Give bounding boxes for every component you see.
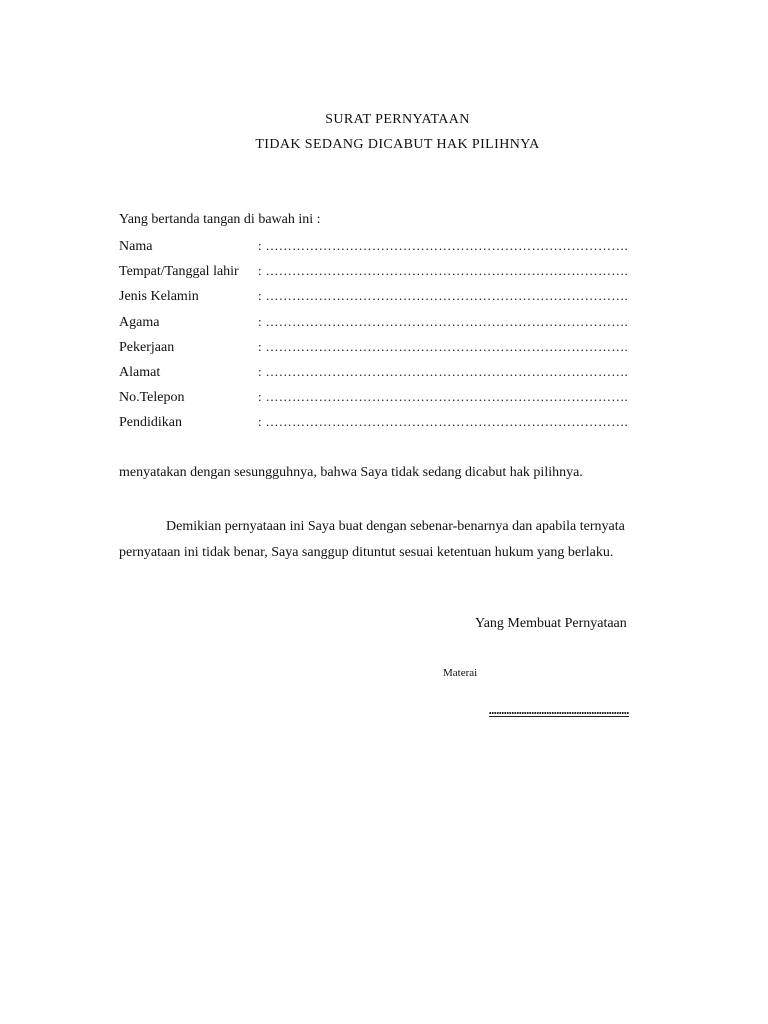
closing-paragraph: Demikian pernyataan ini Saya buat dengan sebenar-benarnya dan apabila ternyata pernyataan ini tidak benar, Saya sanggup dituntut sesuai ketentuan hukum yang berlaku. <box>119 519 625 560</box>
field-row-tempat-tanggal-lahir <box>119 263 679 288</box>
field-label: No.Telepon <box>119 390 185 406</box>
field-label: Pekerjaan <box>119 339 175 355</box>
signature-line <box>489 708 629 718</box>
field-row-agama <box>119 314 679 339</box>
signature-dots <box>489 711 629 715</box>
field-blank: : ………………………………………………………………………. <box>258 263 629 279</box>
intro-text: Yang bertanda tangan di bawah ini : <box>119 212 321 227</box>
stamp-label: Materai <box>443 667 478 679</box>
field-label: Pendidikan <box>119 415 182 431</box>
signer-label: Yang Membuat Pernyataan <box>475 616 627 631</box>
field-blank: : ………………………………………………………………………. <box>258 313 629 329</box>
field-row-nama <box>119 238 679 263</box>
signature-underline <box>489 716 629 717</box>
field-label: Agama <box>119 314 160 330</box>
field-blank: : ………………………………………………………………………. <box>258 288 629 304</box>
field-blank: : ………………………………………………………………………. <box>258 238 629 253</box>
field-blank: : ………………………………………………………………………. <box>258 414 629 430</box>
identity-fields <box>119 238 679 440</box>
field-blank: : ………………………………………………………………………. <box>258 338 629 354</box>
field-row-pendidikan <box>119 414 679 439</box>
document-subtitle: TIDAK SEDANG DICABUT HAK PILIHNYA <box>255 137 540 152</box>
statement-paragraph: menyatakan dengan sesungguhnya, bahwa Saya tidak sedang dicabut hak pilihnya. <box>119 465 583 480</box>
field-label: Jenis Kelamin <box>119 289 199 305</box>
document-title: SURAT PERNYATAAN <box>325 112 470 127</box>
field-row-no-telepon <box>119 389 679 414</box>
field-row-pekerjaan <box>119 339 679 364</box>
field-row-alamat <box>119 364 679 389</box>
field-blank: : ………………………………………………………………………. <box>258 389 629 405</box>
field-label: Tempat/Tanggal lahir <box>119 264 239 280</box>
field-row-jenis-kelamin <box>119 288 679 313</box>
field-label: Alamat <box>119 364 161 380</box>
field-blank: : ………………………………………………………………………. <box>258 363 629 379</box>
field-label: Nama <box>119 239 153 254</box>
